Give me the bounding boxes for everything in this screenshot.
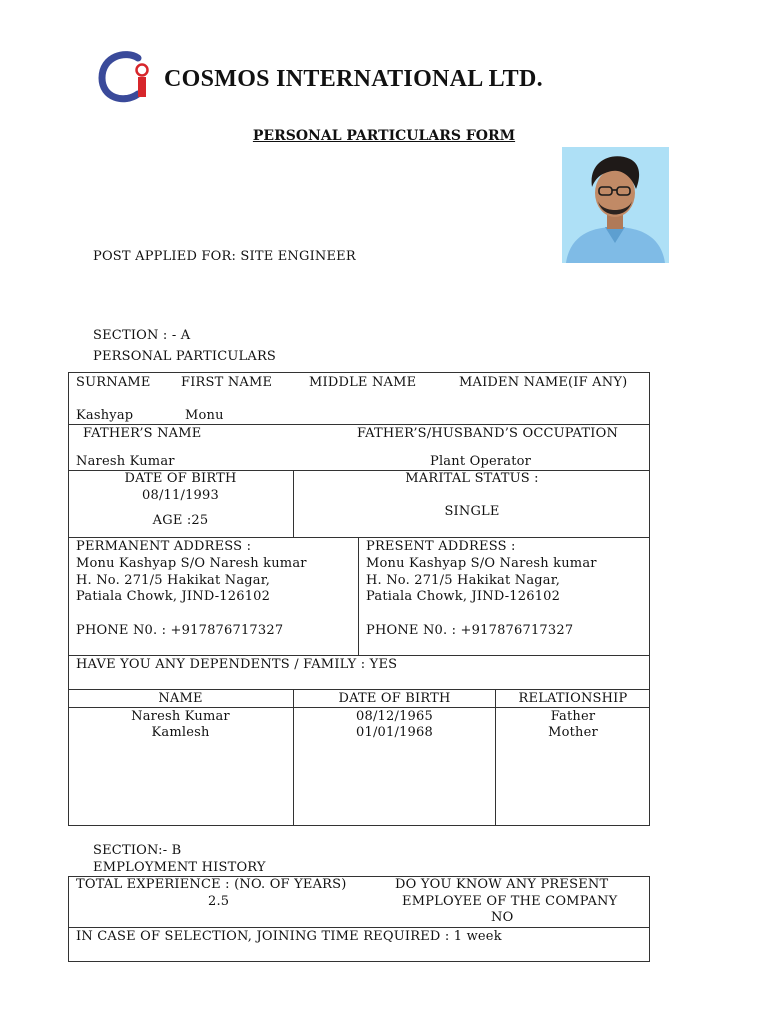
middle-name-header: MIDDLE NAME [309,375,417,390]
permanent-phone: PHONE N0. : +917876717327 [76,623,284,638]
dependent-relationship: Father [550,709,596,724]
divider [68,537,650,538]
section-b-subtitle: EMPLOYMENT HISTORY [93,860,266,875]
first-name-header: FIRST NAME [181,375,273,390]
divider [68,707,650,708]
know-employee-label: DO YOU KNOW ANY PRESENT [395,877,609,892]
know-employee-value: NO [491,910,514,925]
maiden-name-header: MAIDEN NAME(IF ANY) [459,375,628,390]
surname-value: Kashyap [76,408,134,423]
divider [68,424,650,425]
marital-status-label: MARITAL STATUS : [405,471,539,486]
divider [68,927,650,928]
age-value: AGE :25 [152,513,209,528]
father-name-value: Naresh Kumar [76,454,175,469]
form-title: PERSONAL PARTICULARS FORM [252,128,516,144]
dob-value: 08/11/1993 [142,488,219,503]
dependent-name: Kamlesh [151,725,210,740]
post-applied: POST APPLIED FOR: SITE ENGINEER [93,249,356,264]
first-name-value: Monu [185,408,224,423]
surname-header: SURNAME [76,375,151,390]
present-phone: PHONE N0. : +917876717327 [366,623,574,638]
joining-time: IN CASE OF SELECTION, JOINING TIME REQUIRED : 1 week [76,929,502,944]
dependent-dob: 08/12/1965 [356,709,433,724]
section-a-title: SECTION : - A [93,328,191,343]
dob-label: DATE OF BIRTH [124,471,237,486]
present-address-line: Monu Kashyap S/O Naresh kumar [366,556,597,571]
dependents-relationship-header: RELATIONSHIP [518,691,628,706]
permanent-address-line: H. No. 271/5 Hakikat Nagar, [76,573,271,588]
permanent-address-label: PERMANENT ADDRESS : [76,539,252,554]
dependents-question: HAVE YOU ANY DEPENDENTS / FAMILY : YES [76,657,398,672]
divider [68,655,650,656]
company-logo [98,50,158,104]
present-address-line: Patiala Chowk, JIND-126102 [366,589,561,604]
divider [358,537,359,655]
section-a-subtitle: PERSONAL PARTICULARS [93,349,277,364]
father-name-label: FATHER’S NAME [83,426,202,441]
dependent-dob: 01/01/1968 [356,725,433,740]
dependent-name: Naresh Kumar [131,709,230,724]
company-name: COSMOS INTERNATIONAL LTD. [164,66,543,92]
present-address-line: H. No. 271/5 Hakikat Nagar, [366,573,561,588]
section-b-title: SECTION:- B [93,843,182,858]
present-address-label: PRESENT ADDRESS : [366,539,516,554]
dependent-relationship: Mother [548,725,598,740]
experience-value: 2.5 [208,894,230,909]
applicant-photo [562,147,669,263]
marital-status-value: SINGLE [444,504,500,519]
divider [68,689,650,690]
dependents-dob-header: DATE OF BIRTH [338,691,451,706]
occupation-value: Plant Operator [430,454,532,469]
know-employee-label: EMPLOYEE OF THE COMPANY [402,894,618,909]
occupation-label: FATHER’S/HUSBAND’S OCCUPATION [357,426,619,441]
dependents-name-header: NAME [158,691,203,706]
permanent-address-line: Monu Kashyap S/O Naresh kumar [76,556,307,571]
experience-label: TOTAL EXPERIENCE : (NO. OF YEARS) [76,877,347,892]
permanent-address-line: Patiala Chowk, JIND-126102 [76,589,271,604]
